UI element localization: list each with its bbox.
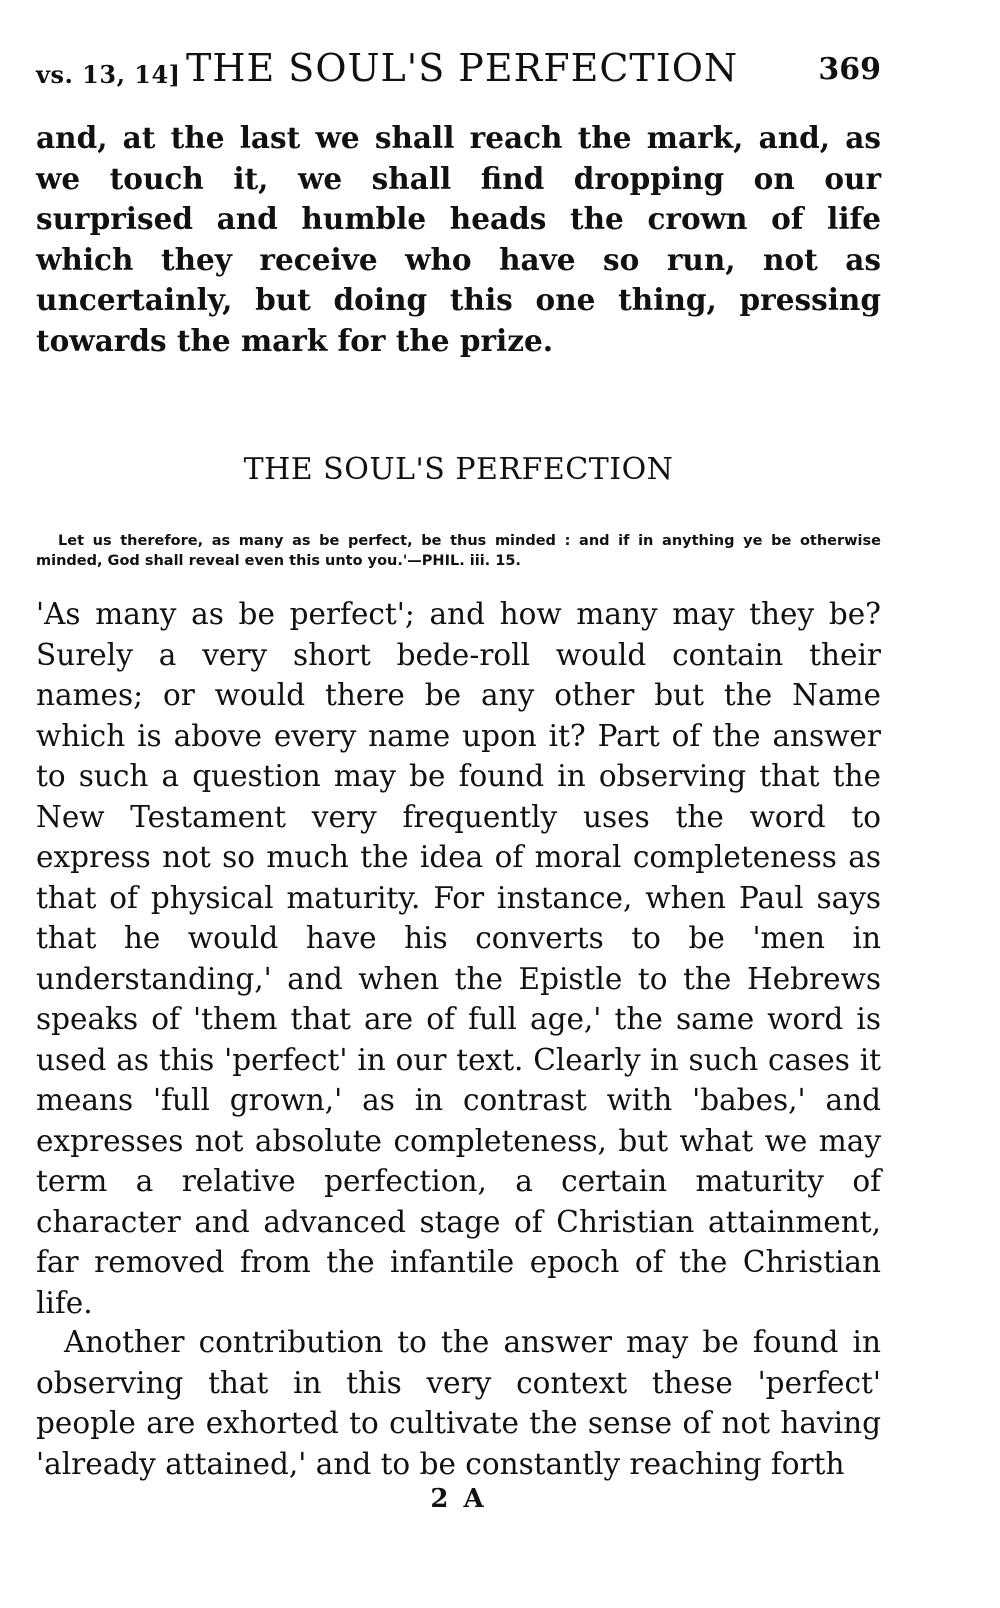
body-paragraph: Another contribution to the answer may be found in observing that in this very context these 'perfect' people are exhorted to cultivate the sense of not having 'already attained,' and to be constantly reaching forth — [36, 1325, 881, 1481]
body-paragraph: 'As many as be perfect'; and how many may they be? Surely a very short bede-roll would contain their names; or would there be any other but the Name which is above every name upon it? Part of the answer to such a question may be found in observing that the New Testament very frequently uses the word to express not so much the idea of moral completeness as that of physical maturity. For instance, when Paul says that he would have his converts to be 'men in understanding,' and when the Epistle to the Hebrews speaks of 'them that are of full age,' the same word is used as this 'perfect' in our text. Clearly in such cases it means 'full grown,' as in contrast with 'babes,' and expresses not absolute completeness, but what we may term a relative perfection, a certain maturity of character and advanced stage of Christian attainment, far removed from the infantile epoch of the Christian life. — [36, 597, 881, 1320]
continuation-paragraph: and, at the last we shall reach the mark, and, as we touch it, we shall find dropping on our surprised and humble heads the crown of life which they receive who have so run, not as uncertainly, but doing this one thing, pressing towards the mark for the prize. — [36, 120, 881, 358]
page-number: 369 — [818, 52, 881, 87]
running-title: THE SOUL'S PERFECTION — [186, 46, 739, 90]
epigraph: Let us therefore, as many as be perfect, be thus minded : and if in anything ye be otherwise minded, God shall reveal even this unto you.'—PHIL. iii. 15. — [36, 532, 881, 569]
verse-reference: vs. 13, 14] — [36, 60, 181, 89]
signature-mark: 2 A — [430, 1484, 487, 1514]
running-head — [36, 46, 881, 96]
section-title: THE SOUL'S PERFECTION — [243, 452, 674, 487]
